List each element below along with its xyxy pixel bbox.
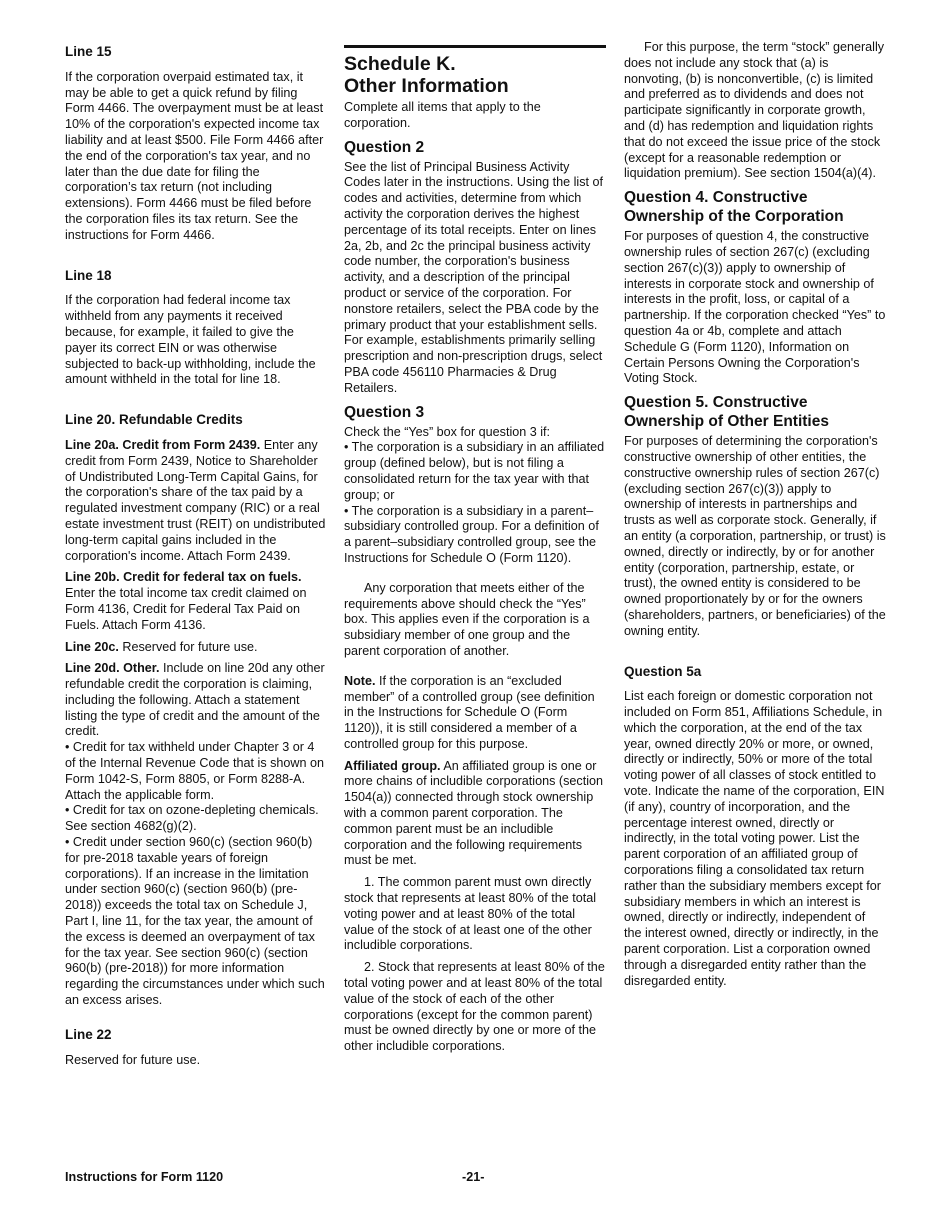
question4-text: For purposes of question 4, the constructive ownership rules of section 267(c) (excluding section 267(c)(3)) apply to ownership of interests in corporate stock and ownership of interests in the profit, loss, or capital of a partnership. If the corporation checked “Yes” to question 4a or 4b, complete and attach Schedule G (Form 1120), Information on Certain Persons Owning the Corporation's Voting Stock. xyxy=(624,229,886,386)
schedule-k-rule xyxy=(344,45,606,48)
requirement-2: 2. Stock that represents at least 80% of the total voting power and at least 80% of the total value of the stock of each of the other corporations (except for the common parent) must be owned directly by one or more of the other includible corporations. xyxy=(344,960,605,1054)
line18-heading: Line 18 xyxy=(65,267,112,283)
question3-heading: Question 3 xyxy=(344,403,425,421)
line20a-text: Enter any credit from Form 2439, Notice to Shareholder of Undistributed Long-Term Capital Gains, for the corporation's share of the tax paid by a regulated investment company (RIC) or a real estate investment trust (REIT) on undistributed long-term capital gains included in the corporation's income. Attach Form 2439. xyxy=(65,437,326,563)
line20d-bullet-1: • Credit for tax withheld under Chapter 3 or 4 of the Internal Revenue Code that is shown on Form 1042-S, Form 8805, or Form 8288-A. Attach the applicable form. xyxy=(65,740,325,802)
line20c-label: Line 20c. xyxy=(65,639,119,654)
line20d-bullet-3: • Credit under section 960(c) (section 960(b) for pre-2018 taxable years of foreign corporations). If an increase in the limitation under section 960(c) (section 960(b) (pre-2018)) exceeds the total tax on Schedule J, Part I, line 11, for the tax year, the amount of the excess is deemed an overpayment of tax for the tax year. See section 960(c) (section 960(b) (pre-2018)) for more information regarding the circumstances under which such an excess arises. xyxy=(65,835,325,1008)
line20d-text: Include on line 20d any other refundable credit the corporation is claiming, including the following. Attach a statement listing the type of credit and the amount of the credit. xyxy=(65,661,325,739)
schedule-k-title-line2: Other Information xyxy=(344,75,509,97)
line20-heading: Line 20. Refundable Credits xyxy=(65,412,243,428)
line20a-paragraph xyxy=(65,438,327,564)
schedule-k-intro: Complete all items that apply to the corporation. xyxy=(344,100,541,130)
line20b-label: Line 20b. Credit for federal tax on fuels. xyxy=(65,570,302,585)
question4-heading: Question 4. Constructive Ownership of the Corporation xyxy=(624,189,844,226)
line20d-bullet-2: • Credit for tax on ozone-depleting chemicals. See section 4682(g)(2). xyxy=(65,803,319,834)
question3-intro: Check the “Yes” box for question 3 if: xyxy=(344,424,551,439)
question2-text: See the list of Principal Business Activity Codes later in the instructions. Using the list of codes and activities, determine from which activity the corporation derives the highest percentage of its total receipts. Enter on lines 2a, 2b, and 2c the principal business activity code number, the corporation's business activity, and a description of the principal product or service of the corporation. For nonstore retailers, select the PBA code by the primary product that your establishment sells. For example, establishments primarily selling prescription and non-prescription drugs, select PBA code 456110 Pharmacies & Drug Retailers. xyxy=(344,159,603,395)
question3-any-corporation: Any corporation that meets either of the requirements above should check the “Yes” box. This applies even if the corporation is a subsidiary member of one group and the parent corporation of another. xyxy=(344,580,590,658)
affiliated-group-paragraph xyxy=(344,759,606,870)
line20c-paragraph xyxy=(65,640,327,656)
question5-text: For purposes of determining the corporation's constructive ownership of other entities, the constructive ownership rules of section 267(c) (excluding section 267(c)(3)) apply to ownership of interests in partnerships and trusts as well as corporate stock. Generally, if an entity (a corporation, partnership, or trust) is owned, directly or indirectly, by or for another entity (corporation, partnership, estate, or trust), the owned entity is considered to be owned proportionately by or for the owners (shareholders, partners, or beneficiaries) of the owning entity. xyxy=(624,434,886,638)
line20b-paragraph xyxy=(65,570,327,633)
question3-bullet-1: • The corporation is a subsidiary in an affiliated group (defined below), but is not filing a consolidated return for the tax year with that group; or xyxy=(344,440,605,502)
column-right xyxy=(624,40,886,995)
note-text: If the corporation is an “excluded member” of a controlled group (see definition in the Instructions for Schedule O (Form 1120)), it is still considered a member of a controlled group for this purpose. xyxy=(344,673,595,751)
schedule-k-title-line1: Schedule K. xyxy=(344,53,456,75)
line15-heading: Line 15 xyxy=(65,44,112,59)
question3-bullet-2: • The corporation is a subsidiary in a parent–subsidiary controlled group. For a definition of a parent–subsidiary controlled group, see the Instructions for Schedule O (Form 1120). xyxy=(344,503,599,565)
line20b-text: Enter the total income tax credit claimed on Form 4136, Credit for Federal Tax Paid on Fuels. Attach Form 4136. xyxy=(65,586,307,632)
note-label: Note. xyxy=(344,673,376,688)
line18-text: If the corporation had federal income tax withheld from any payments it received because, for example, it failed to give the payer its correct EIN or was otherwise subjected to back-up withholding, include the amount withheld in the total for line 18. xyxy=(65,293,316,387)
line20c-text: Reserved for future use. xyxy=(122,639,258,654)
question5a-text: List each foreign or domestic corporation not included on Form 851, Affiliations Schedule, in which the corporation, at the end of the tax year, owned directly 20% or more, or owned, directly or indirectly, 50% or more of the total voting power of all classes of stock entitled to vote. Indicate the name of the corporation, EIN (if any), country of incorporation, and the percentage interest owned, directly or indirectly, in the total voting power. List the parent corporation of an affiliated group of corporations filing a consolidated tax return rather than the subsidiary members except for subsidiary members in which an interest is owned, directly or indirectly, independent of the interest owned, directly or indirectly, in the parent corporation. List a corporation owned through a disregarded entity rather than the disregarded entity. xyxy=(624,689,885,988)
footer-form-title: Instructions for Form 1120 xyxy=(65,1170,224,1184)
stock-definition-text: For this purpose, the term “stock” generally does not include any stock that (a) is nonvoting, (b) is nonconvertible, (c) is limited and preferred as to dividends and does not participate significantly in corporate growth, and (d) has redemption and liquidation rights that do not exceed the issue price of the stock (except for a reasonable redemption or liquidation premium). See section 1504(a)(4). xyxy=(624,40,885,181)
affiliated-group-text: An affiliated group is one or more chains of includible corporations (section 1504(a)) connected through stock ownership with a common parent corporation. The common parent must be an includible corporation and the following requirements must be met. xyxy=(344,758,604,868)
note-paragraph xyxy=(344,674,606,753)
line20a-label: Line 20a. Credit from Form 2439. xyxy=(65,437,261,452)
footer-page-number: -21- xyxy=(462,1170,485,1184)
column-left xyxy=(65,40,327,1074)
requirement-1: 1. The common parent must own directly stock that represents at least 80% of the total voting power and at least 80% of the total value of the stock of at least one of the other includible corporations. xyxy=(344,875,597,953)
affiliated-group-label: Affiliated group. xyxy=(344,758,441,773)
column-middle xyxy=(344,40,606,1061)
line20d-paragraph xyxy=(65,661,327,740)
question2-heading: Question 2 xyxy=(344,138,425,156)
schedule-k-title xyxy=(344,53,606,97)
question5a-heading: Question 5a xyxy=(624,663,702,679)
question5-heading: Question 5. Constructive Ownership of Other Entities xyxy=(624,394,829,431)
line15-text: If the corporation overpaid estimated tax, it may be able to get a quick refund by filing Form 4466. The overpayment must be at least 10% of the corporation's expected income tax liability and at least $500. File Form 4466 after the end of the corporation's tax year, and no later than the due date for filing the corporation’s tax return (not including extensions). Form 4466 must be filed before the corporation files its tax return. See the instructions for Form 4466. xyxy=(65,69,324,242)
line22-heading: Line 22 xyxy=(65,1026,112,1042)
line20d-label: Line 20d. Other. xyxy=(65,661,160,676)
line22-text: Reserved for future use. xyxy=(65,1052,201,1067)
